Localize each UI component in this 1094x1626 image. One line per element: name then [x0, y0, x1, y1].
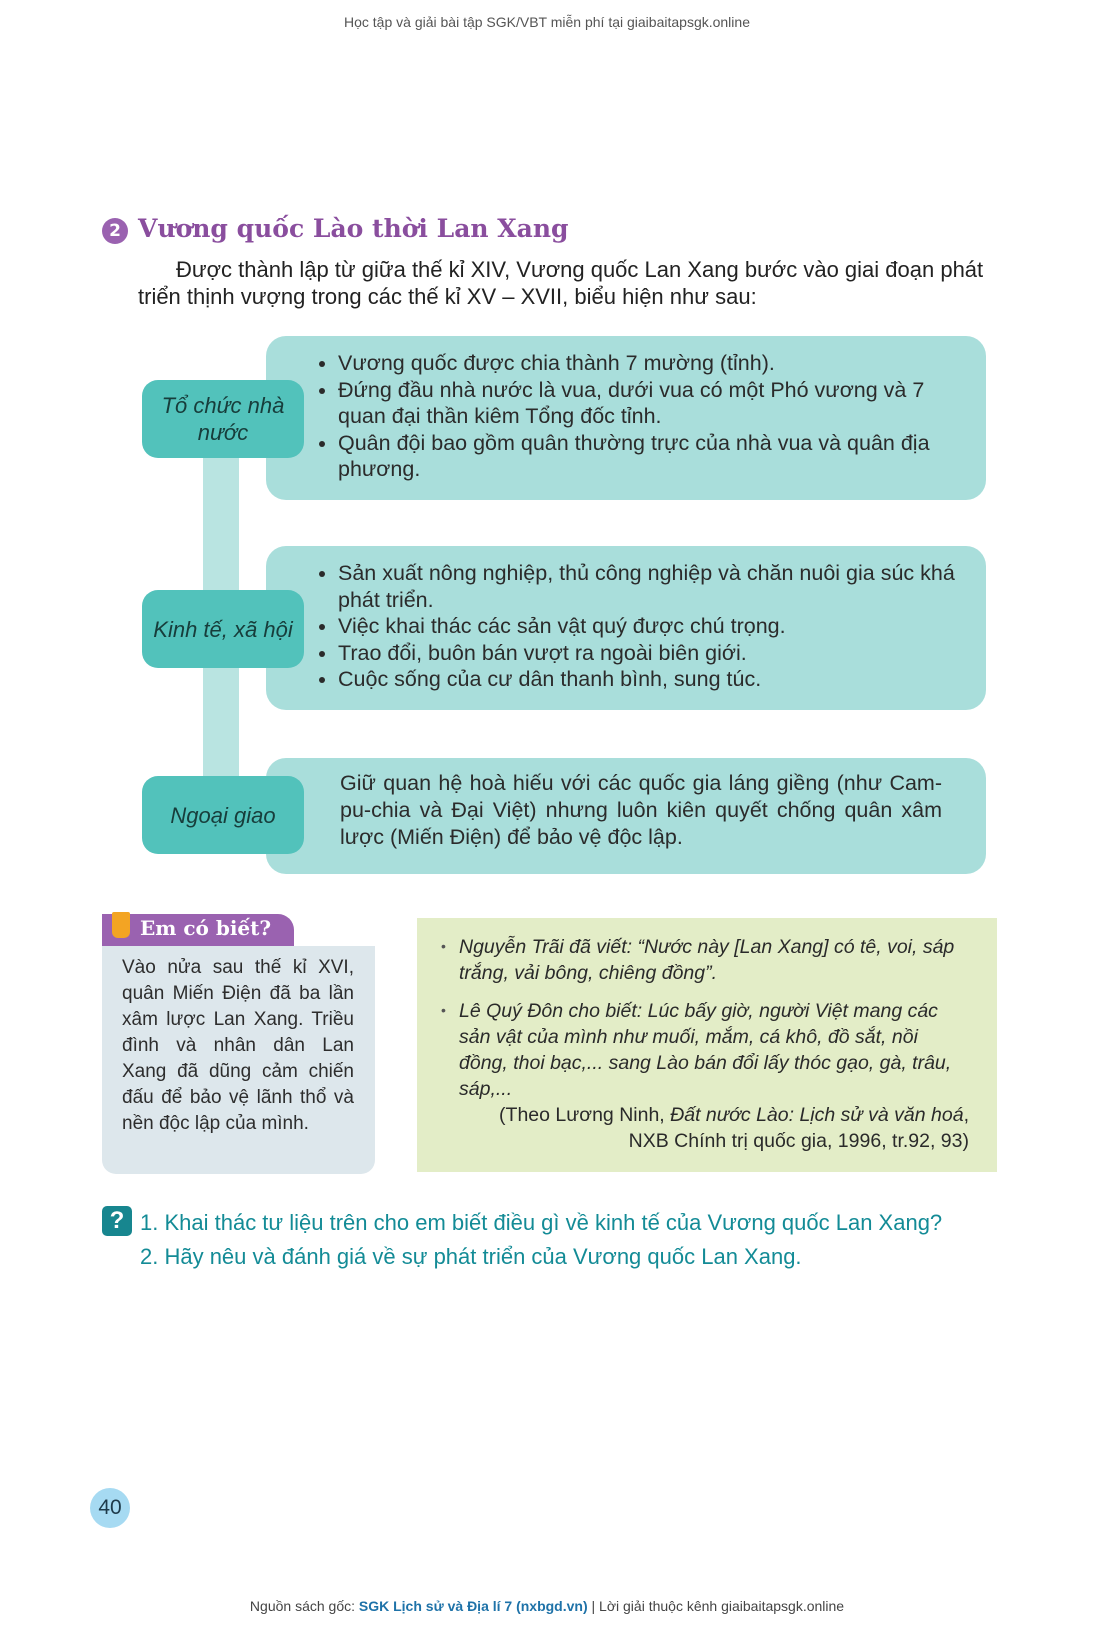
source-quotes-box [417, 918, 997, 1172]
economy-label: Kinh tế, xã hội [142, 590, 304, 668]
economy-item: • Sản xuất nông nghiệp, thủ công nghiệp và chăn nuôi gia súc khá phát triển. [338, 560, 956, 613]
quote-nguyen-trai: Nguyễn Trãi đã viết: “Nước này [Lan Xang] có tê, voi, sáp trắng, vải bông, chiêng đồng”. [459, 936, 955, 984]
section-title: Vương quốc Lào thời Lan Xang [138, 214, 569, 243]
bullet-icon: • [441, 1002, 446, 1018]
header-note: Học tập và giải bài tập SGK/VBT miễn phí tại giaibaitapsgk.online [344, 14, 750, 30]
did-you-know-text: Vào nửa sau thế kỉ XVI, quân Miến Điện đã ba lần xâm lược Lan Xang. Triều đình và nhân dân Lan Xang đã dũng cảm chiến đấu để bảo vệ lãnh thổ và nền độc lập của mình. [122, 957, 354, 1134]
quote-le-quy-don: Lê Quý Đôn cho biết: Lúc bấy giờ, người Việt mang các sản vật của mình như muối, mắm, cá khô, đồ sắt, nồi đồng, thoi bạc,... sang Lào bán đổi lấy thóc gạo, gà, trâu, sáp,... [459, 1000, 952, 1100]
section-number-badge: 2 [102, 218, 128, 244]
diplomacy-box [266, 758, 986, 874]
diplomacy-text: Giữ quan hệ hoà hiếu với các quốc gia láng giềng (như Cam-pu-chia và Đại Việt) nhưng luôn kiên quyết chống quân xâm lược (Miến Điện) để bảo vệ độc lập. [340, 771, 942, 849]
bookmark-icon [112, 912, 130, 938]
question-icon: ? [102, 1206, 132, 1236]
organization-item: • Vương quốc được chia thành 7 mường (tỉnh). [338, 350, 956, 377]
organization-label: Tổ chức nhà nước [142, 380, 304, 458]
footer-suffix: | Lời giải thuộc kênh giaibaitapsgk.online [591, 1598, 845, 1614]
question-2: 2. Hãy nêu và đánh giá về sự phát triển của Vương quốc Lan Xang. [140, 1244, 802, 1269]
question-1: 1. Khai thác tư liệu trên cho em biết điều gì về kinh tế của Vương quốc Lan Xang? [140, 1210, 943, 1235]
page-number: 40 [90, 1488, 130, 1528]
footer-source-link[interactable]: SGK Lịch sử và Địa lí 7 (nxbgd.vn) [358, 1598, 588, 1614]
economy-item: • Việc khai thác các sản vật quý được chú trọng. [338, 613, 956, 640]
citation [459, 1102, 969, 1154]
citation-suffix: , NXB Chính trị quốc gia, 1996, tr.92, 93) [628, 1104, 969, 1152]
footer-prefix: Nguồn sách gốc: [249, 1598, 355, 1614]
economy-item: • Cuộc sống của cư dân thanh bình, sung túc. [338, 666, 956, 693]
economy-item: • Trao đổi, buôn bán vượt ra ngoài biên giới. [338, 640, 956, 667]
organization-item: • Đứng đầu nhà nước là vua, dưới vua có một Phó vương và 7 quan đại thần kiêm Tổng đốc tỉnh. [338, 377, 956, 430]
intro-paragraph: Được thành lập từ giữa thế kỉ XIV, Vương quốc Lan Xang bước vào giai đoạn phát triển thịnh vượng trong các thế kỉ XV – XVII, biểu hiện như sau: [138, 257, 984, 309]
footer-note [0, 1598, 1094, 1614]
diplomacy-label: Ngoại giao [142, 776, 304, 854]
organization-item: • Quân đội bao gồm quân thường trực của nhà vua và quân địa phương. [338, 430, 956, 483]
organization-box [266, 336, 986, 500]
bullet-icon: • [441, 938, 446, 954]
economy-box [266, 546, 986, 710]
did-you-know-title: Em có biết? [140, 916, 272, 940]
citation-title: Đất nước Lào: Lịch sử và văn hoá [670, 1104, 964, 1126]
citation-prefix: (Theo Lương Ninh, [499, 1104, 665, 1126]
